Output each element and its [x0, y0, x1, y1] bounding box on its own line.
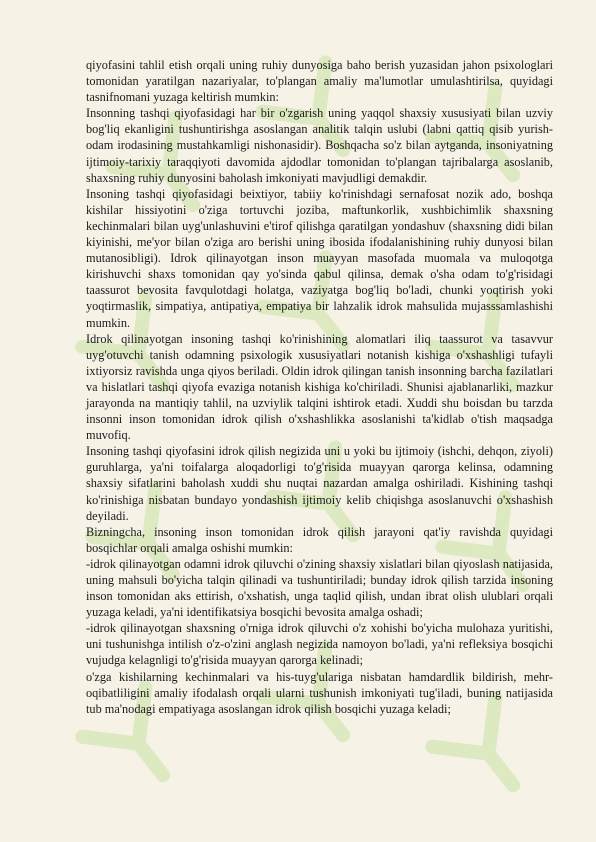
paragraph-empathy-stage: o'zga kishilarning kechinmalari va his-tuyg'ulariga nisbatan hamdardlik bildirish, mehr-oqibatliligini amaliy ifodalash orqali ularni tushunish imkoniyati tug'iladi, buning natijasida tub ma'nodagi empatiyaga asoslangan idrok qilish bosqichi yuzaga keladi; — [86, 669, 553, 716]
paragraph-reflection-stage: -idrok qilinayotgan shaxsning o'rniga idrok qiluvchi o'z xohishi bo'yicha mulohaza yuritishi, uni tushunishga intilish o'z-o'zini anglash negizida namoyon bo'ladi, ya'ni refleksiya bosqichi vujudga kelagnligi to'g'risida muayyan qarorga kelinadi; — [86, 621, 553, 668]
document-body — [86, 57, 553, 717]
paragraph-familiar-person: Idrok qilinayotgan insoning tashqi ko'rinishining alomatlari iliq taassurot va tasavvur uyg'otuvchi tanish odamning psixologik xususiyatlari notanish kishiga o'xshashligi tufayli ixtiyorsiz ravishda unga qiyos beriladi. Oldin idrok qilingan tanish insonning barcha fazilatlari va hislatlari tashqi qiyofa evaziga notanish kishiga ko'chiriladi. Shunisi ajablanarliki, mazkur jarayonda na mantiqiy tahlil, na uzviylik talqini ishtirok etadi. Xuddi shu boisdan bu tarzda insonni inson tomonidan idrok qilish o'xshashlikka asoslanishi ta'kidlab o'tish maqsadga muvofiq. — [86, 331, 553, 443]
paragraph-social-groups: Insoning tashqi qiyofasini idrok qilish negizida uni u yoki bu ijtimoiy (ishchi, dehqon, ziyoli) guruhlarga, ya'ni toifalarga aloqadorligi to'g'risida muayyan qarorga kelinsa, odamning shaxsiy sifatlarini baholash xuddi shu nuqtai nazardan amalga oshiriladi. Kishining tashqi ko'rinishiga nisbatan bundayo yondashish ijtimoiy kelib chiqishga asoslanuvchi o'xshashish deyiladi. — [86, 444, 553, 523]
paragraph-natural-appearance: Insoning tashqi qiyofasidagi beixtiyor, tabiiy ko'rinishdagi sernafosat nozik ado, boshqa kishilar hissiyotini o'ziga tortuvchi joziba, maftunkorlik, xushbichimlik shaxsning kechinmalari bilan uyg'unlashuvini e'tirof qilishga qaratilgan yondashuv (shaxsning didi bilan kiyinishi, me'yor bilan o'ziga aro berishi uning ibosida ifodalanishining ruhiy dunyosi bilan mutanosibligi). Idrok qilinayotgan inson muayyan masofada muomala va muloqotga kirishuvchi shaxs tomonidan qay yo'sinda qabul qilinsa, demak o'sha odam to'g'risidagi taassurot bevosita favqulotdagi holatga, vaziyatga bog'liq bo'ladi, chunki yoqtirish yoki yoqtirmaslik, simpatiya, antipatiya, empatiya bir lahzalik idrok mahsulida mujasssamlashishi mumkin. — [86, 186, 553, 330]
paragraph-intro: qiyofasini tahlil etish orqali uning ruhiy dunyosiga baho berish yuzasidan jahon psixologlari tomonidan yaratilgan nazariyalar, to'plangan amaliy ma'lumotlar umulashtirilsa, quyidagi tasnifnomani yuzaga keltirish mumkin: — [86, 58, 553, 105]
paragraph-analytic-interpretation: Insonning tashqi qiyofasidagi har bir o'zgarish uning yaqqol shaxsiy xususiyati bilan uzviy bog'liq ekanligini tushuntirishga asoslangan analitik talqin uslubi (labni qattiq qisib yurish-odam irodasining mustahkamligi nishonasidir). Boshqacha so'z bilan aytganda, insoniyatning ijtimoiy-tarixiy taraqqiyoti davomida ajdodlar tomonidan to'plangan tajribalarga asoslanib, shaxsning ruhiy dunyosini baholash imkoniyati mavjudligi demakdir. — [86, 106, 553, 185]
paragraph-identification-stage: -idrok qilinayotgan odamni idrok qiluvchi o'zining shaxsiy xislatlari bilan qiyoslash natijasida, uning mahsuli bo'yicha talqin qilinadi va tushuntiriladi; bunday idrok qilish tarzida insoning inson tomonidan aks ettirish, o'xshatish, unga taqlid qilish, undan ibrat olish ulublari orqali yuzaga keladi, ya'ni identifikatsiya bosqichi bevosita amalga oshadi; — [86, 556, 553, 620]
paragraph-stages-intro: Bizningcha, insoning inson tomonidan idrok qilish jarayoni qat'iy ravishda quyidagi bosqichlar orqali amalga oshishi mumkin: — [86, 524, 553, 555]
